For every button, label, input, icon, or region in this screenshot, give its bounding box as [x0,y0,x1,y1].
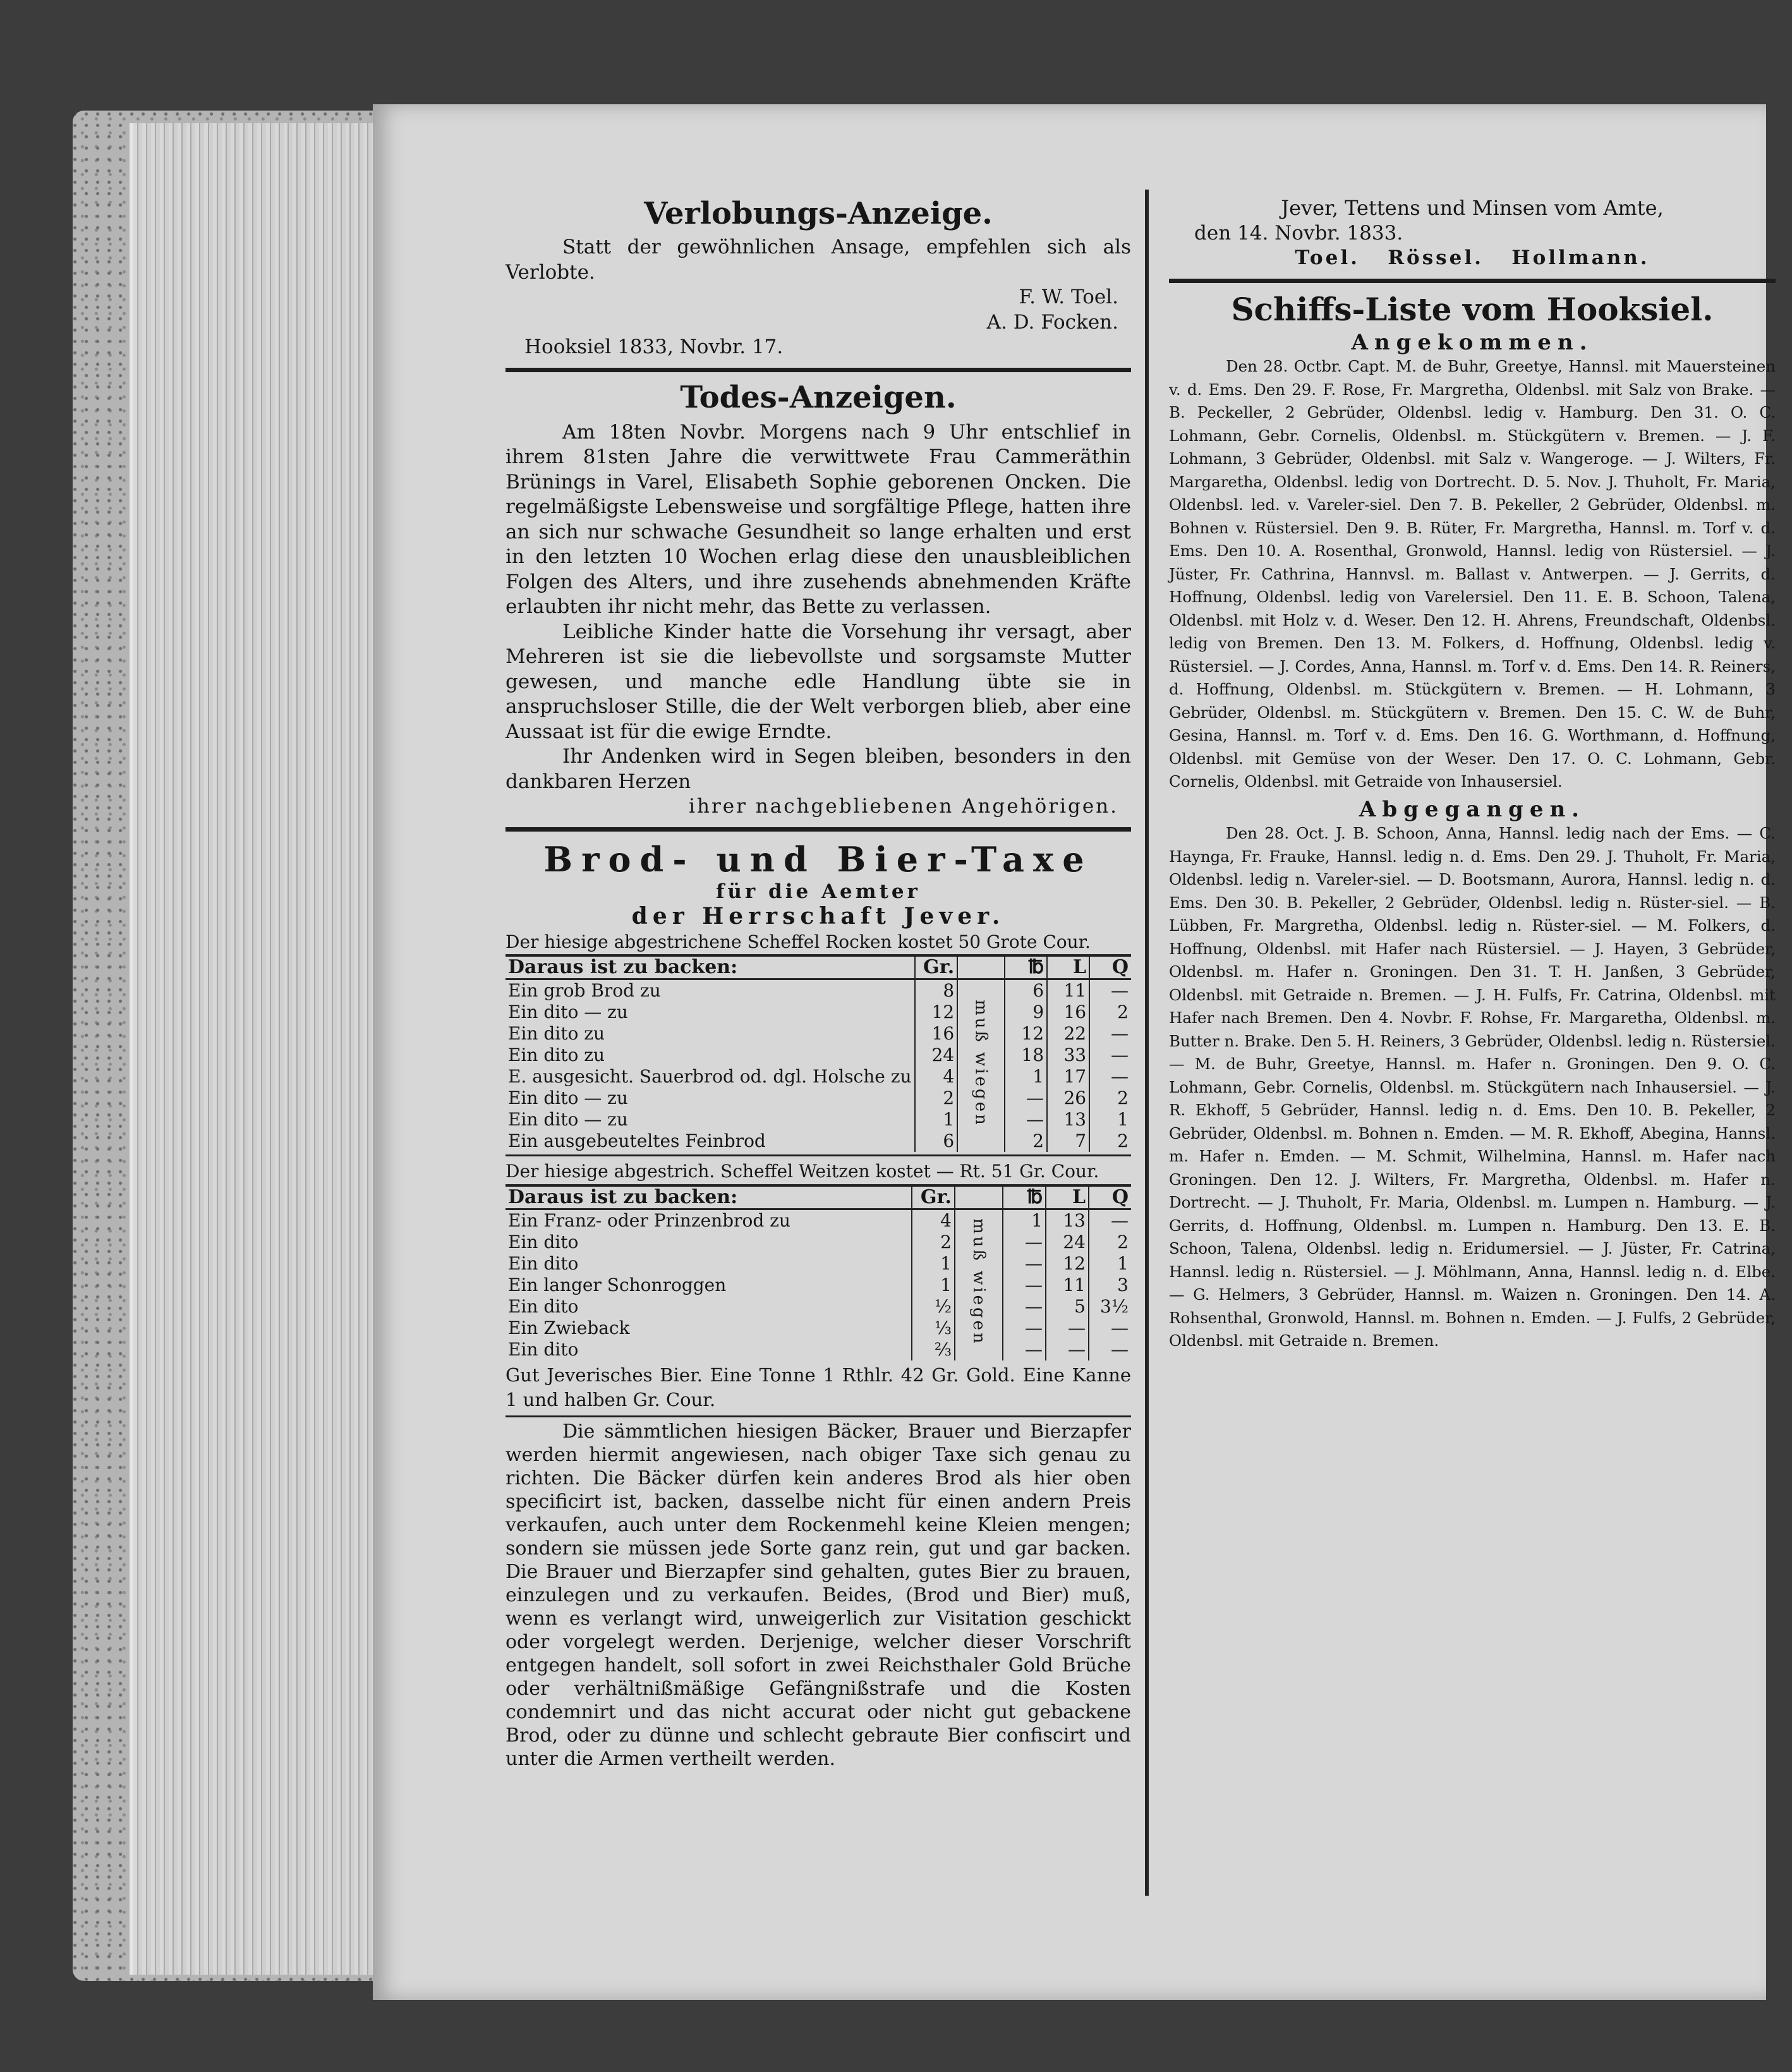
table-header-row [506,955,1131,979]
table-row: Ein Zwieback ⅓ — — — [506,1318,1131,1339]
rye-bread-table [506,954,1131,1152]
beer-price: Gut Jeverisches Bier. Eine Tonne 1 Rthlr. 42 Gr. Gold. Eine Kanne 1 und halben Gr. Cour. [506,1364,1131,1410]
col-header-lot: L [1047,955,1089,979]
arrived-list: Den 28. Octbr. Capt. M. de Buhr, Greetye, Hannsl. mit Mauersteinen v. d. Ems. Den 29. F. Rose, Fr. Margretha, Oldenbsl. mit Salz von Brake. — B. Peckeller, 2 Gebrüder, Oldenbsl. ledig v. Hamburg. Den 31. O. C. Lohmann, Gebr. Cornelis, Oldenbsl. m. Stückgütern v. Bremen. — J. F. Lohmann, 3 Gebrüder, Oldenbsl. mit Salz v. Wangeroge. — J. Wilters, Fr. Margaretha, Oldenbsl. ledig von Dortrecht. D. 5. Nov. J. Thuholt, Fr. Maria, Oldenbsl. led. v. Vareler-siel. Den 7. B. Pekeller, 2 Gebrüder, Oldenbsl. m. Bohnen v. Rüstersiel. Den 9. B. Rüter, Fr. Margretha, Hannsl. m. Torf v. d. Ems. Den 10. A. Rosenthal, Gronwold, Hannsl. ledig von Rüstersiel. — J. Jüster, Fr. Cathrina, Hannvsl. m. Ballast v. Antwerpen. — J. Gerrits, d. Hoffnung, Oldenbsl. ledig von Varelersiel. Den 11. E. B. Schoon, Talena, Oldenbsl. mit Holz v. d. Weser. Den 12. H. Ahrens, Freundschaft, Oldenbsl. ledig von Bremen. Den 13. M. Folkers, d. Hoffnung, Oldenbsl. ledig v. Rüstersiel. — J. Cordes, Anna, Hannsl. m. Torf v. d. Ems. Den 14. R. Reiners, d. Hoffnung, Oldenbsl. m. Stückgütern v. Bremen. — H. Lohmann, 3 Gebrüder, Oldenbsl. m. Stückgütern v. Bremen. Den 15. C. W. de Buhr, Gesina, Hannsl. m. Torf v. d. Ems. Den 16. G. Worthmann, d. Hoffnung, Oldenbsl. mit Gemüse von der Weser. Den 17. O. C. Lohmann, Gebr. Cornelis, Oldenbsl. mit Getraide von Inhausersiel. [1169,357,1776,791]
wheat-bread-table [506,1184,1131,1360]
departed-heading: Abgegangen. [1359,796,1586,822]
page-stack-edges [130,123,399,1975]
table-row: Ein dito — zu 2 — 26 2 [506,1087,1131,1109]
table-row: Ein dito — zu 12 9 16 2 [506,1002,1131,1023]
section-rule [1169,279,1776,283]
engagement-title: Verlobungs-Anzeige. [644,196,993,231]
muss-wiegen-label: muß wiegen [969,1218,988,1346]
engagement-name-2: A. D. Focken. [986,310,1118,334]
tax-date: den 14. Novbr. 1833. [1194,221,1403,245]
table-row: Ein dito 2 — 24 2 [506,1232,1131,1253]
engagement-text: Statt der gewöhnlichen Ansage, empfehlen sich als Verlobte. [506,236,1131,284]
arrived-heading: Angekommen. [1351,329,1594,355]
section-rule [506,368,1131,372]
engagement-place-date: Hooksiel 1833, Novbr. 17. [524,336,784,358]
col-header-item: Daraus ist zu backen: [506,955,915,979]
table-row: E. ausgesicht. Sauerbrod od. dgl. Holsche zu 4 1 17 — [506,1066,1131,1087]
col-header-pound: ℔ [1005,955,1047,979]
col-header-quentin: Q [1089,955,1131,979]
death-title: Todes-Anzeigen. [680,379,957,415]
table-row: Ein dito zu 16 12 22 — [506,1023,1131,1045]
left-column [506,196,1131,1771]
table-row: Ein dito ⅔ — — — [506,1339,1131,1360]
ships-title: Schiffs-Liste vom Hooksiel. [1231,290,1714,328]
table-row: Ein dito — zu 1 — 13 1 [506,1109,1131,1130]
death-paragraph-1: Am 18ten Novbr. Morgens nach 9 Uhr entschlief in ihrem 81sten Jahre die verwittwete Frau Cammeräthin Brünings in Varel, Elisabeth Sophie geborenen Oncken. Die regelmäßigste Lebensweise und sorgfältige Pflege, hatten ihre an sich nur schwache Gesundheit so lange erhalten und erst in den letzten 10 Wochen erlag diese den unausbleiblichen Folgen des Alters, und ihre zusehends abnehmenden Kräfte erlaubten ihr nicht mehr, das Bette zu verlassen. [506,420,1131,618]
table-header-row: Daraus ist zu backen: Gr. ℔ L Q [506,1185,1131,1209]
death-paragraph-3: Ihr Andenken wird in Segen bleiben, besonders in den dankbaren Herzen [506,745,1131,793]
engagement-name-1: F. W. Toel. [1019,286,1118,308]
tax-place: Jever, Tettens und Minsen vom Amte, [1281,196,1664,220]
column-divider [1145,190,1149,1896]
section-rule [506,827,1131,832]
table-row: Ein ausgebeuteltes Feinbrod 6 2 7 2 [506,1130,1131,1152]
tax-regulation: Die sämmtlichen hiesigen Bäcker, Brauer und Bierzapfer werden hiermit angewiesen, nach obiger Taxe sich genau zu richten. Die Bäcker dürfen kein anderes Brod als hier oben specificirt ist, backen, dasselbe nicht für einen andern Preis verkaufen, auch unter dem Rockenmehl keine Kleien mengen; sondern sie müssen jede Sorte ganz rein, gut und gar backen. Die Brauer und Bierzapfer sind gehalten, gutes Bier zu brauen, einzulegen und zu verkaufen. Beides, (Brod und Bier) muß, wenn es verlangt wird, unweigerlich zur Visitation geschickt oder vorgelegt werden. Derjenige, welcher dieser Vorschrift entgegen handelt, soll sofort in zwei Reichsthaler Gold Brüche oder verhältnißmäßige Gefängnißstrafe und die Kosten condemnirt und das nicht accurat oder nicht gut gebackene Brod, oder zu dünne und schlecht gebraute Bier confiscirt und unter die Armen vertheilt werden. [506,1420,1131,1770]
wheat-price: Der hiesige abgestrich. Scheffel Weitzen kostet — Rt. 51 Gr. Cour. [506,1161,1099,1182]
death-paragraph-2: Leibliche Kinder hatte die Vorsehung ihr versagt, aber Mehreren ist sie die liebevollste und sorgsamste Mutter gewesen, und manche edle Handlung übte sie in anspruchsloser Stille, die der Welt verborgen blieb, aber eine Aussaat ist für die ewige Erndte. [506,620,1131,743]
rye-price: Der hiesige abgestrichene Scheffel Rocken kostet 50 Grote Cour. [506,931,1091,952]
table-row: Ein Franz- oder Prinzenbrod zu 4 muß wiegen 1 13 — [506,1209,1131,1232]
tax-subtitle-2: der Herrschaft Jever. [631,903,1005,930]
table-row: Ein dito 1 — 12 1 [506,1253,1131,1275]
right-column [1169,196,1776,1353]
table-row: Ein dito zu 24 18 33 — [506,1045,1131,1066]
death-signature: ihrer nachgebliebenen Angehörigen. [689,795,1118,818]
table-row: Ein grob Brod zu 8 muß wiegen 6 11 — [506,979,1131,1002]
muss-wiegen-label: muß wiegen [971,999,991,1127]
table-row: Ein langer Schonroggen 1 — 11 3 [506,1275,1131,1296]
tax-subtitle-1: für die Aemter [716,880,921,903]
table-row: Ein dito ½ — 5 3½ [506,1296,1131,1318]
tax-signers: Toel. Rössel. Hollmann. [1295,246,1650,269]
col-header-price: Gr. [915,955,958,979]
departed-list: Den 28. Oct. J. B. Schoon, Anna, Hannsl. ledig nach der Ems. — C. Haynga, Fr. Frauke, Hannsl. ledig n. d. Ems. Den 29. J. Thuholt, Fr. Maria, Oldenbsl. ledig n. Vareler-siel. — D. Bootsmann, Aurora, Hannsl. ledig n. d. Ems. Den 30. B. Pekeller, 2 Gebrüder, Oldenbsl. ledig n. Rüster-siel. — B. Lübben, Fr. Margretha, Oldenbsl. ledig n. Rüster-siel. — M. Folkers, d. Hoffnung, Oldenbsl. mit Hafer nach Rüstersiel. — J. Hayen, 3 Gebrüder, Oldenbsl. m. Hafer n. Groningen. Den 31. T. H. Janßen, 3 Gebrüder, Oldenbsl. mit Getraide n. Bremen. — J. H. Fulfs, Fr. Catrina, Oldenbsl. mit Hafer nach Bremen. Den 4. Novbr. F. Rohse, Fr. Margaretha, Oldenbsl. m. Butter n. Brake. Den 5. H. Reiners, 3 Gebrüder, Oldenbsl. ledig n. Rüstersiel. — M. de Buhr, Greetye, Hannsl. m. Hafer n. Groningen. Den 9. O. C. Lohmann, Gebr. Cornelis, Oldenbsl. m. Stückgütern nach Inhausersiel. — J. R. Ekhoff, 5 Gebrüder, Hannsl. ledig n. d. Ems. Den 10. B. Pekeller, 2 Gebrüder, Oldenbsl. m. Bohnen n. Emden. — M. R. Ekhoff, Abegina, Hannsl. m. Hafer n. Emden. — M. Schmit, Wilhelmina, Hannsl. m. Hafer nach Groningen. Den 12. J. Wilters, Fr. Margretha, Oldenbsl. m. Hafer n. Dortrecht. — J. Thuholt, Fr. Maria, Oldenbsl. m. Lumpen n. Hamburg. — J. Gerrits, d. Hoffnung, Oldenbsl. m. Lumpen n. Hamburg. Den 13. E. B. Schoon, Talena, Oldenbsl. ledig n. Eridumersiel. — J. Jüster, Fr. Catrina, Hannsl. ledig n. Rüstersiel. — J. Möhlmann, Anna, Hannsl. ledig n. d. Elbe. — G. Helmers, 3 Gebrüder, Hannsl. m. Waizen n. Groningen. Den 14. A. Rohsenthal, Gronwold, Hannsl. m. Bohnen n. Emden. — J. Fulfs, 2 Gebrüder, Oldenbsl. mit Getraide n. Bremen. [1169,824,1776,1350]
tax-title: Brod- und Bier-Taxe [543,839,1093,880]
